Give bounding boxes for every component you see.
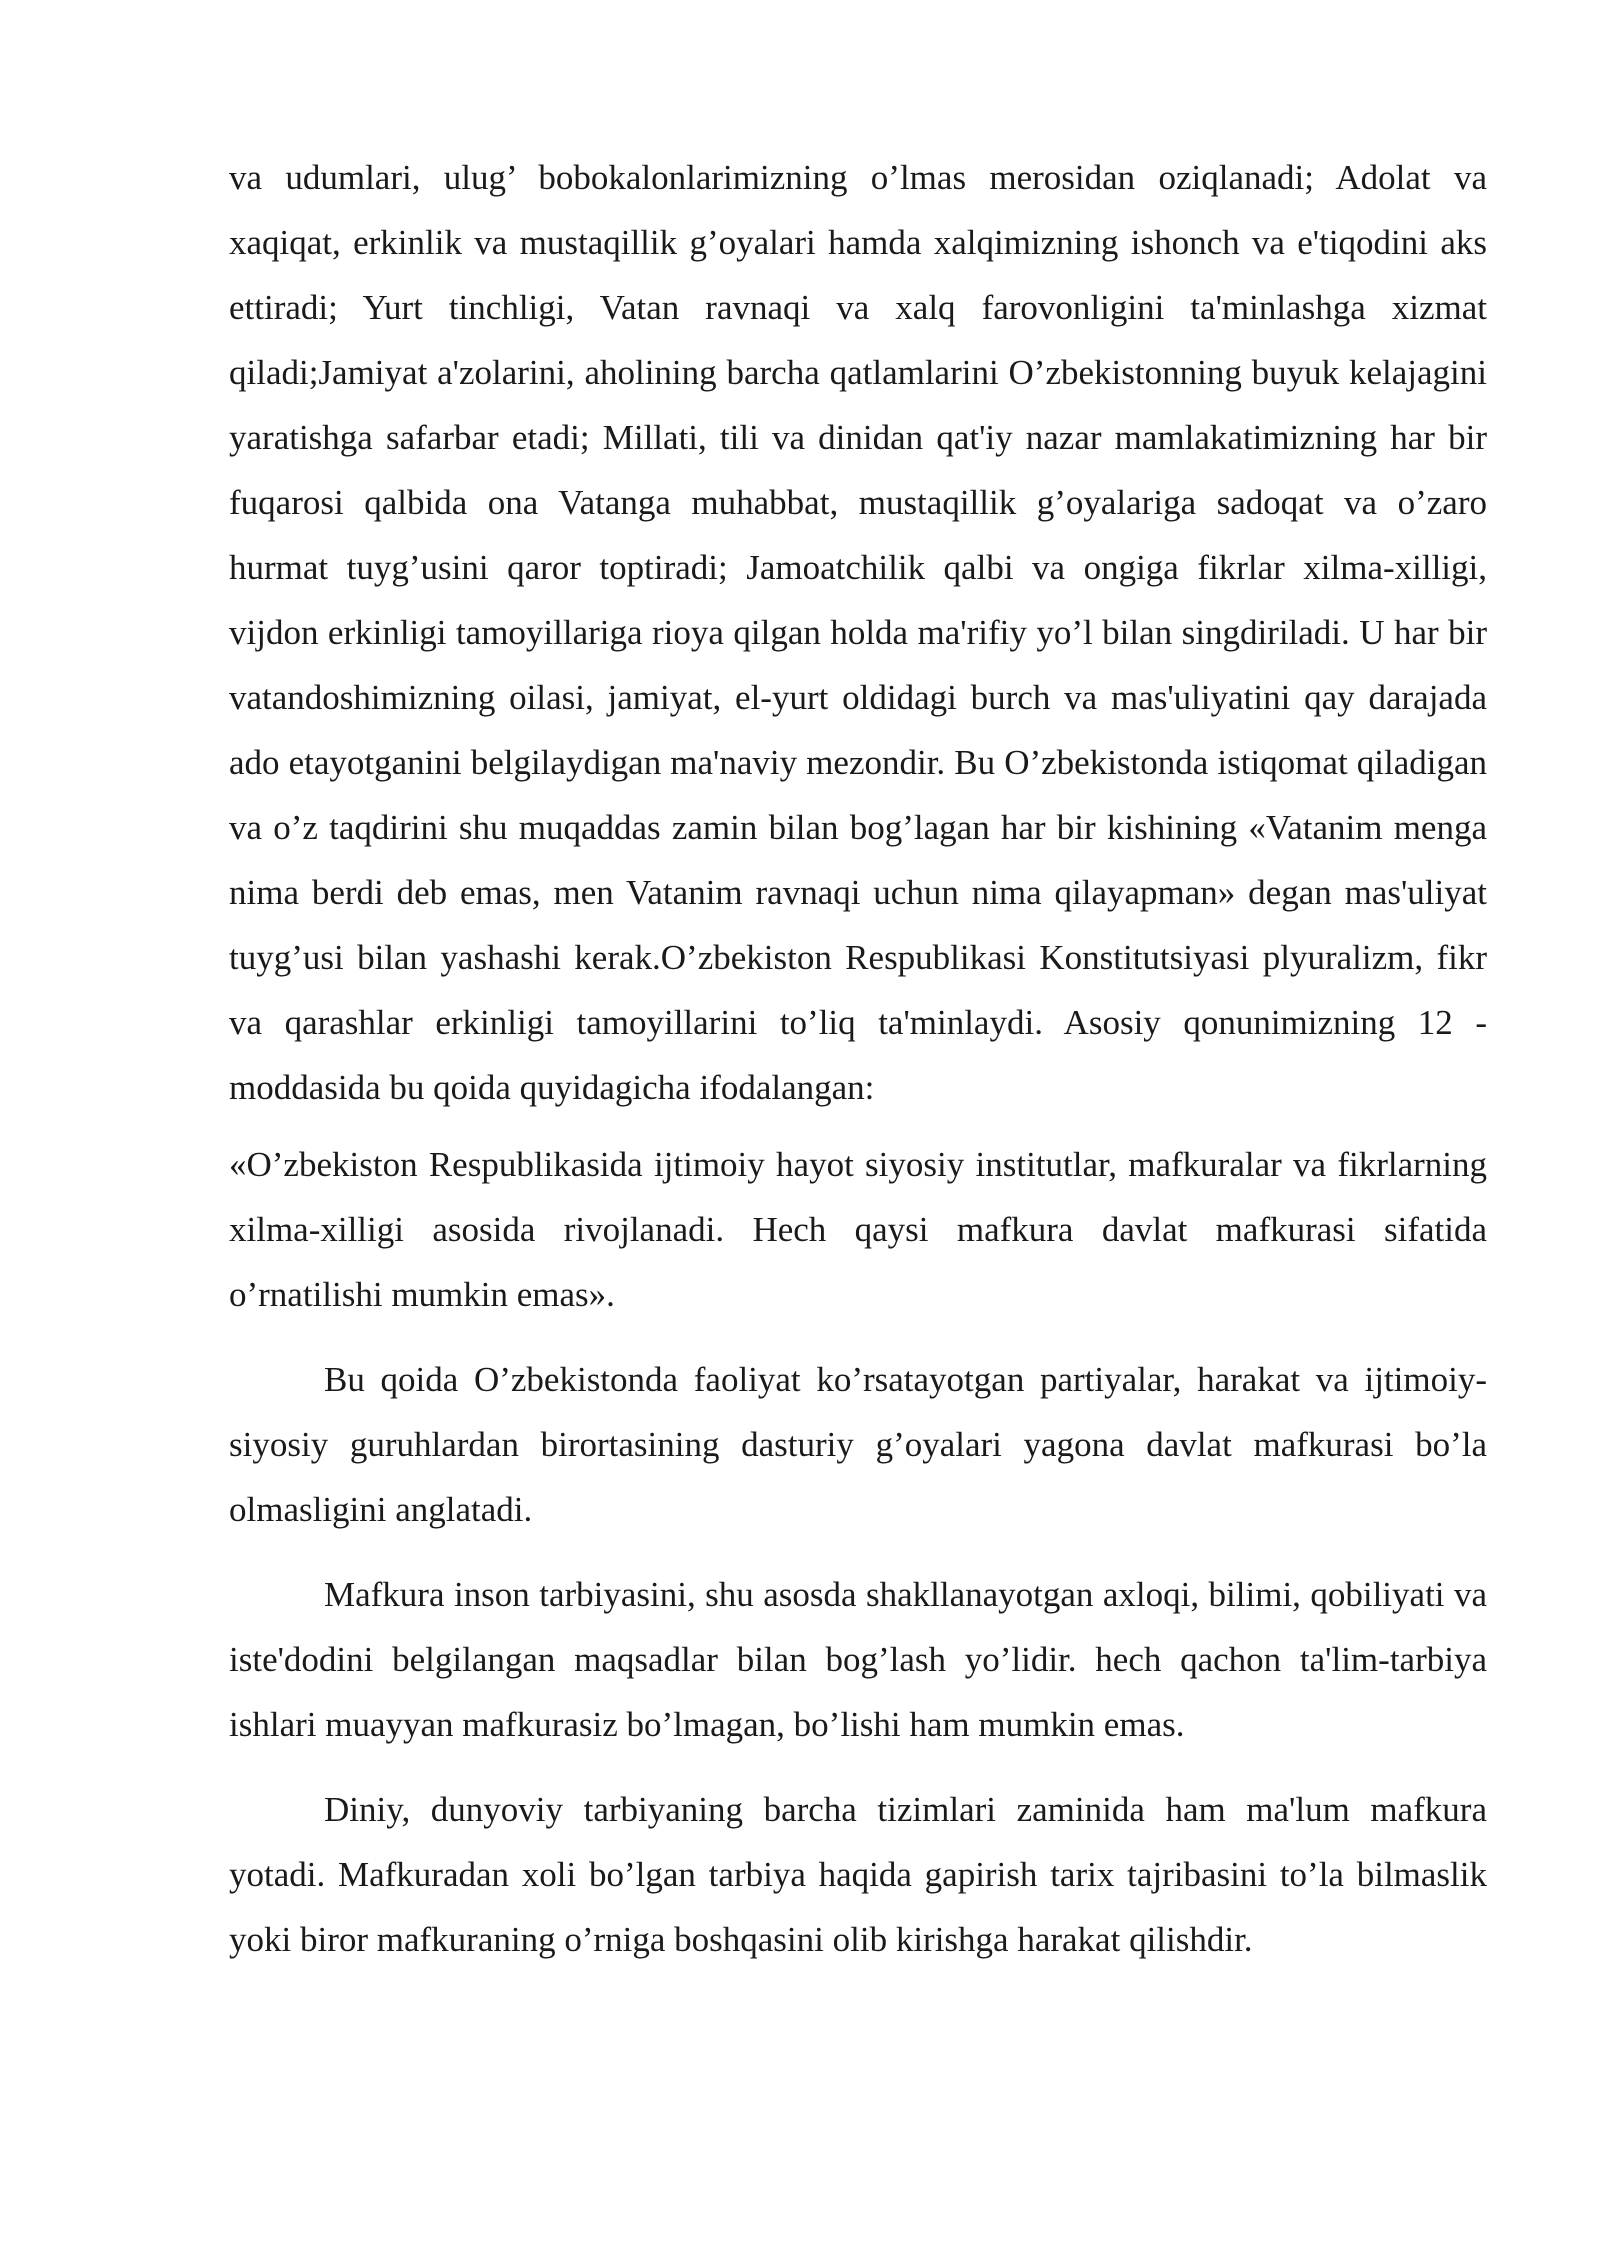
paragraph-2-quote: «O’zbekiston Respublikasida ijtimoiy hayot siyosiy institutlar, mafkuralar va fikrlarning xilma-xilligi asosida rivojlanadi. Hech qaysi mafkura davlat mafkurasi sifatida o’rnatilishi mumkin emas». [229, 1145, 1487, 1314]
document-body [229, 145, 1487, 1972]
paragraph-1: va udumlari, ulug’ bobokalonlarimizning o’lmas merosidan oziqlanadi; Adolat va xaqiqat, erkinlik va mustaqillik g’oyalari hamda xalqimizning ishonch va e'tiqodini aks ettiradi; Yurt tinchligi, Vatan ravnaqi va xalq farovonligini ta'minlashga xizmat qiladi;Jamiyat a'zolarini, aholining barcha qatlamlarini O’zbekistonning buyuk kelajagini yaratishga safarbar etadi; Millati, tili va dinidan qat'iy nazar mamlakatimizning har bir fuqarosi qalbida ona Vatanga muhabbat, mustaqillik g’oyalariga sadoqat va o’zaro hurmat tuyg’usini qaror toptiradi; Jamoatchilik qalbi va ongiga fikrlar xilma-xilligi, vijdon erkinligi tamoyillariga rioya qilgan holda ma'rifiy yo’l bilan singdiriladi. U har bir vatandoshimizning oilasi, jamiyat, el-yurt oldidagi burch va mas'uliyatini qay darajada ado etayotganini belgilaydigan ma'naviy mezondir. Bu O’zbekistonda istiqomat qiladigan va o’z taqdirini shu muqaddas zamin bilan bog’lagan har bir kishining «Vatanim menga nima berdi deb emas, men Vatanim ravnaqi uchun nima qilayapman» degan mas'uliyat tuyg’usi bilan yashashi kerak.O’zbekiston Respublikasi Konstitutsiyasi plyuralizm, fikr va qarashlar erkinligi tamoyillarini to’liq ta'minlaydi. Asosiy qonunimizning 12 - moddasida bu qoida quyidagicha ifodalangan: [229, 158, 1487, 1107]
paragraph-5: Diniy, dunyoviy tarbiyaning barcha tizimlari zaminida ham ma'lum mafkura yotadi. Mafkuradan xoli bo’lgan tarbiya haqida gapirish tarix tajribasini to’la bilmaslik yoki biror mafkuraning o’rniga boshqasini olib kirishga harakat qilishdir. [229, 1790, 1487, 1959]
paragraph-4: Mafkura inson tarbiyasini, shu asosda shakllanayotgan axloqi, bilimi, qobiliyati va iste'dodini belgilangan maqsadlar bilan bog’lash yo’lidir. hech qachon ta'lim-tarbiya ishlari muayyan mafkurasiz bo’lmagan, bo’lishi ham mumkin emas. [229, 1575, 1487, 1744]
paragraph-3: Bu qoida O’zbekistonda faoliyat ko’rsatayotgan partiyalar, harakat va ijtimoiy-siyosiy guruhlardan birortasining dasturiy g’oyalari yagona davlat mafkurasi bo’la olmasligini anglatadi. [229, 1360, 1487, 1529]
